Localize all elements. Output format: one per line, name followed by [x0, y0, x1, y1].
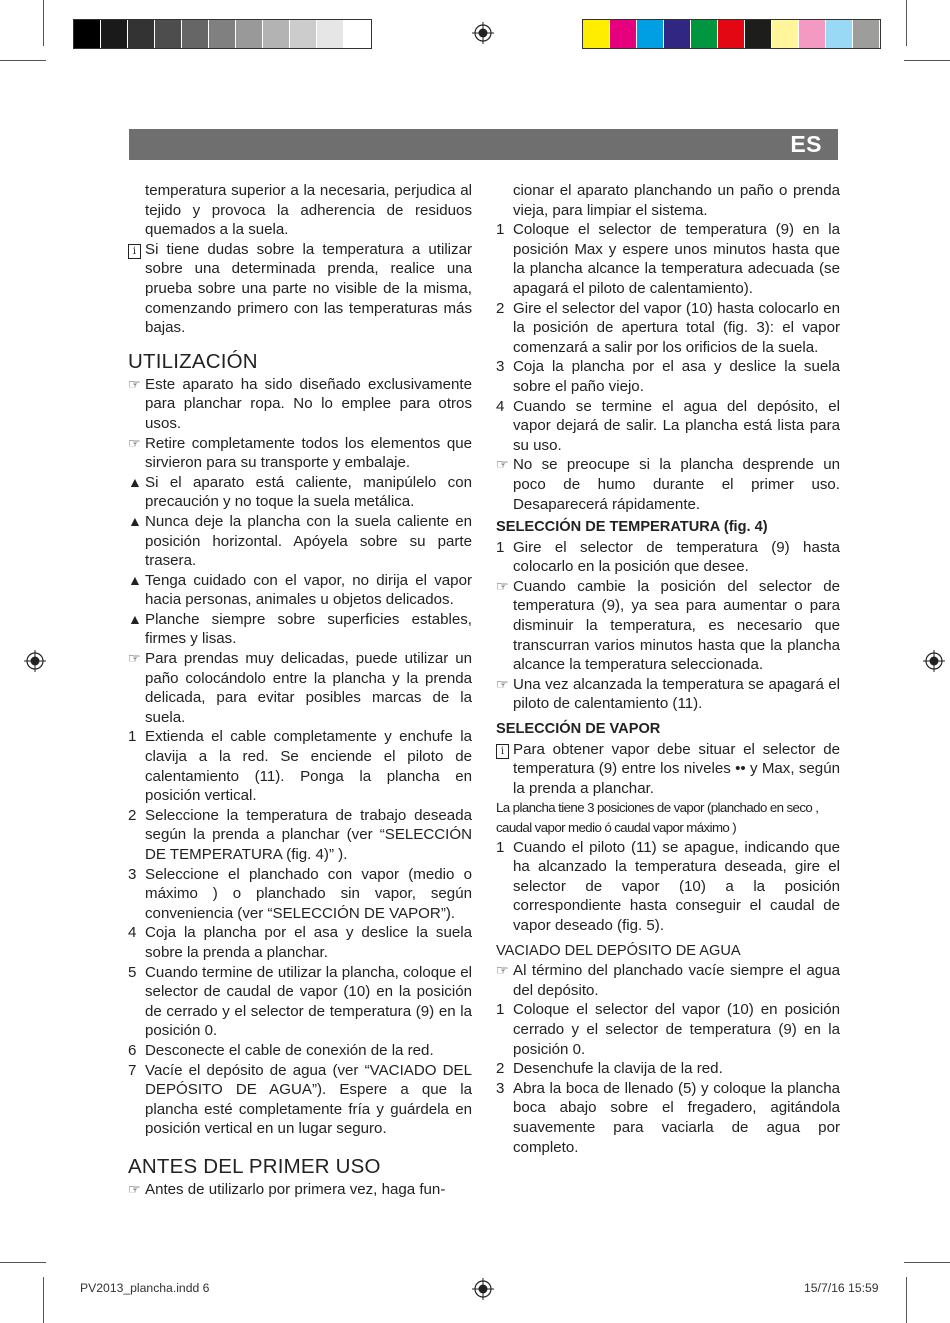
footer-filename: PV2013_plancha.indd 6 [80, 1281, 210, 1295]
info-paragraph [496, 740, 840, 799]
step-number: 2 [496, 1060, 505, 1078]
paragraph-text: Nunca deje la plancha con la suela caliente en posición horizontal. Apóyela sobre su parte trasera. [145, 512, 472, 570]
step-text: Vacíe el depósito de agua (ver “VACIADO DEL DEPÓSITO DE AGUA”). Espere a que la plancha esté completamente fría y guárdela en posición vertical en un lugar seguro. [145, 1061, 472, 1138]
paragraph-text: Si tiene dudas sobre la temperatura a utilizar sobre una determinada prenda, realice una prueba sobre una parte no visible de la misma, comenzando primero con las temperaturas más bajas. [145, 240, 472, 337]
section-title-vaciado: VACIADO DEL DEPÓSITO DE AGUA [496, 942, 741, 959]
steam-positions-note: La plancha tiene 3 posiciones de vapor (planchado en seco , caudal vapor medio ó caudal vapor máximo ) [496, 800, 819, 835]
crop-mark [43, 1277, 44, 1323]
step-text: Cuando se termine el agua del depósito, el vapor dejará de salir. La plancha está lista para su uso. [513, 397, 840, 454]
color-swatch [610, 20, 637, 48]
paragraph-text: Planche siempre sobre superficies estables, firmes y lisas. [145, 610, 472, 648]
paragraph-text: Este aparato ha sido diseñado exclusivamente para planchar ropa. No lo emplee para otros usos. [145, 375, 472, 432]
crop-mark [906, 0, 907, 46]
note-paragraph [128, 375, 472, 434]
note-paragraph [496, 675, 840, 714]
left-column [128, 181, 472, 1200]
paragraph-text: cionar el aparato planchando un paño o prenda vieja, para limpiar el sistema. [513, 182, 840, 219]
pointing-hand-icon: ☞ [128, 434, 141, 451]
section-title-temperatura: SELECCIÓN DE TEMPERATURA (fig. 4) [496, 519, 768, 536]
step-text: Desconecte el cable de conexión de la red. [145, 1041, 434, 1059]
step-number: 4 [496, 397, 505, 415]
pointing-hand-icon: ☞ [128, 375, 141, 392]
gray-swatch [74, 20, 101, 48]
step-number: 3 [496, 1079, 505, 1097]
paragraph-text: Cuando cambie la posición del selector de temperatura (9), ya sea para aumentar o para disminuir la temperatura, es necesario que transcurran varios minutos hasta que la plancha alcance la temperatura seleccionada. [513, 577, 840, 674]
pointing-hand-icon: ☞ [128, 650, 141, 667]
step-number: 1 [496, 221, 505, 239]
pointing-hand-icon: ☞ [496, 675, 509, 692]
gray-swatch [128, 20, 155, 48]
paragraph-text: Para prendas muy delicadas, puede utilizar un paño colocándolo entre la plancha y la prenda delicada, para evitar posibles marcas de la suela. [145, 650, 472, 726]
step-number: 4 [128, 924, 137, 942]
step-number: 1 [128, 728, 137, 746]
step-number: 3 [128, 865, 137, 883]
registration-mark-icon [923, 650, 945, 672]
color-swatch [583, 20, 610, 48]
warning-paragraph [128, 473, 472, 512]
gray-swatch [344, 20, 371, 48]
gray-swatch [209, 20, 236, 48]
paragraph-text: temperatura superior a la necesaria, perjudica al tejido y provoca la adherencia de residuos quemados a la suela. [145, 182, 472, 239]
step-item [496, 397, 840, 456]
step-number: 2 [128, 806, 137, 824]
paragraph-text: No se preocupe si la plancha desprende un poco de humo durante el primer uso. Desaparecerá rápidamente. [513, 456, 840, 513]
step-text: Coja la plancha por el asa y deslice la suela sobre la prenda a planchar. [145, 924, 472, 961]
warning-icon: ▲ [128, 571, 142, 588]
step-item [496, 1059, 840, 1079]
step-item [128, 806, 472, 865]
step-item [128, 963, 472, 1041]
warning-paragraph [128, 512, 472, 571]
crop-mark [904, 60, 950, 61]
step-item [128, 1041, 472, 1061]
paragraph [128, 181, 472, 240]
color-swatch [745, 20, 772, 48]
step-item [496, 1079, 840, 1157]
warning-icon: ▲ [128, 512, 142, 529]
step-item [496, 1000, 840, 1059]
paragraph-text: Retire completamente todos los elementos que sirvieron para su transporte y embalaje. [145, 434, 472, 472]
step-text: Cuando el piloto (11) se apague, indicando que ha alcanzado la temperatura deseada, gire el selector de vapor (10) a la posición correspondiente hasta conseguir el caudal de vapor deseado (fig. 5). [513, 838, 840, 934]
crop-mark [904, 1262, 950, 1263]
info-paragraph [128, 240, 472, 338]
gray-swatch [101, 20, 128, 48]
step-text: Coja la plancha por el asa y deslice la suela sobre el paño viejo. [513, 358, 840, 395]
color-swatch [853, 20, 880, 48]
step-text: Abra la boca de llenado (5) y coloque la plancha boca abajo sobre el fregadero, agitándola suavemente para vaciarla de agua por completo. [513, 1079, 840, 1156]
step-item [128, 865, 472, 924]
step-text: Coloque el selector del vapor (10) en posición cerrado y el selector de temperatura (9) en la posición 0. [513, 1001, 840, 1058]
step-number: 7 [128, 1061, 137, 1079]
registration-mark-icon [472, 1278, 494, 1300]
paragraph-text: Si el aparato está caliente, manipúlelo con precaución y no toque la suela metálica. [145, 473, 472, 511]
step-number: 3 [496, 358, 505, 376]
crop-mark [0, 60, 46, 61]
process-color-bar [582, 19, 881, 49]
step-item [496, 838, 840, 936]
right-column [496, 181, 840, 1157]
color-swatch [799, 20, 826, 48]
language-header-bar [129, 129, 838, 160]
paragraph-text: Una vez alcanzada la temperatura se apagará el piloto de calentamiento (11). [513, 675, 840, 713]
step-number: 2 [496, 299, 505, 317]
step-item [128, 1061, 472, 1139]
registration-mark-icon [472, 22, 494, 44]
step-item [128, 727, 472, 805]
warning-icon: ▲ [128, 610, 142, 627]
step-text: Desenchufe la clavija de la red. [513, 1060, 723, 1078]
step-item [496, 299, 840, 358]
registration-mark-icon [24, 650, 46, 672]
step-text: Seleccione el planchado con vapor (medio o máximo ) o planchado sin vapor, según conveniencia (ver “SELECCIÓN DE VAPOR”). [145, 865, 472, 922]
section-title-antes: ANTES DEL PRIMER USO [128, 1154, 381, 1178]
step-text: Seleccione la temperatura de trabajo deseada según la prenda a planchar (ver “SELECCIÓN DE TEMPERATURA (fig. 4)” ). [145, 806, 472, 863]
step-number: 1 [496, 538, 505, 556]
paragraph-text: Tenga cuidado con el vapor, no dirija el vapor hacia personas, animales u objetos delicados. [145, 571, 472, 609]
color-swatch [772, 20, 799, 48]
paragraph-text: Antes de utilizarlo por primera vez, haga fun- [145, 1180, 446, 1198]
language-label: ES [790, 131, 822, 157]
info-icon: i [496, 740, 513, 760]
crop-mark [906, 1277, 907, 1323]
warning-paragraph [128, 610, 472, 649]
gray-swatch [236, 20, 263, 48]
step-item [496, 538, 840, 577]
step-text: Cuando termine de utilizar la plancha, coloque el selector de caudal de vapor (10) en la posición de cerrado y el selector de temperatura (9) en la posición 0. [145, 963, 472, 1040]
gray-swatch [290, 20, 317, 48]
note-paragraph [128, 649, 472, 727]
gray-swatch [263, 20, 290, 48]
step-item [496, 220, 840, 298]
note-paragraph [128, 1180, 472, 1200]
color-swatch [826, 20, 853, 48]
paragraph-text: Para obtener vapor debe situar el selector de temperatura (9) entre los niveles •• y Max, según la prenda a planchar. [513, 740, 840, 797]
gray-swatch [182, 20, 209, 48]
color-swatch [691, 20, 718, 48]
color-swatch [664, 20, 691, 48]
note-paragraph [496, 577, 840, 675]
pointing-hand-icon: ☞ [128, 1180, 141, 1197]
step-text: Gire el selector de temperatura (9) hasta colocarlo en la posición que desee. [513, 538, 840, 576]
step-number: 6 [128, 1041, 137, 1059]
crop-mark [43, 0, 44, 46]
info-icon: i [128, 240, 145, 260]
crop-mark [0, 1262, 46, 1263]
pointing-hand-icon: ☞ [496, 456, 509, 473]
note-paragraph [496, 961, 840, 1000]
gray-swatch [155, 20, 182, 48]
color-swatch [718, 20, 745, 48]
note-paragraph [496, 455, 840, 514]
paragraph-text: Al término del planchado vacíe siempre el agua del depósito. [513, 962, 840, 999]
step-text: Coloque el selector de temperatura (9) en la posición Max y espere unos minutos hasta que la plancha alcance la temperatura adecuada (se apagará el piloto de calentamiento). [513, 221, 840, 297]
step-text: Gire el selector del vapor (10) hasta colocarlo en la posición de apertura total (fig. 3): el vapor comenzará a salir por los orificios de la suela. [513, 299, 840, 356]
note-paragraph [128, 434, 472, 473]
warning-icon: ▲ [128, 473, 142, 490]
section-title-utilizacion: UTILIZACIÓN [128, 349, 258, 373]
section-title-vapor: SELECCIÓN DE VAPOR [496, 721, 661, 738]
step-item [496, 357, 840, 396]
pointing-hand-icon: ☞ [496, 962, 509, 979]
paragraph [496, 181, 840, 220]
gray-color-bar [73, 19, 372, 49]
step-number: 5 [128, 963, 137, 981]
step-item [128, 923, 472, 962]
pointing-hand-icon: ☞ [496, 577, 509, 594]
color-swatch [637, 20, 664, 48]
step-number: 1 [496, 1001, 505, 1019]
step-number: 1 [496, 838, 505, 856]
gray-swatch [317, 20, 344, 48]
step-text: Extienda el cable completamente y enchufe la clavija a la red. Se enciende el piloto de calentamiento (11). Ponga la plancha en posición vertical. [145, 728, 472, 805]
warning-paragraph [128, 571, 472, 610]
footer-date: 15/7/16 15:59 [804, 1281, 879, 1295]
